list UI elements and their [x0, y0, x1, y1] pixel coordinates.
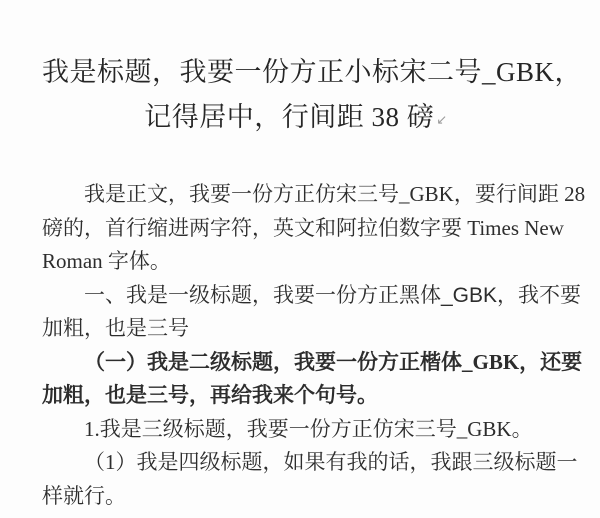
level1-heading-line-1: 一、我是一级标题，我要一份方正黑体_GBK，我不要 — [84, 283, 582, 307]
level4-heading-paragraph — [42, 446, 578, 513]
level1-heading-line-2: 加粗，也是三号 — [42, 317, 189, 340]
title-line-2-text: 记得居中，行间距 38 磅 — [144, 102, 435, 132]
title-line-2 — [42, 95, 550, 143]
body-paragraph — [42, 178, 586, 279]
title-line-1: 我是标题，我要一份方正小标宋二号_GBK， — [42, 57, 583, 87]
level3-heading-paragraph — [42, 413, 550, 447]
level4-heading-line-1: （1）我是四级标题，如果有我的话，我跟三级标题一 — [84, 450, 578, 474]
body-line-1: 我是正文，我要一份方正仿宋三号_GBK，要行间距 28 — [84, 182, 586, 206]
body-line-2: 磅的，首行缩进两字符，英文和阿拉伯数字要 Times New — [42, 215, 564, 240]
level2-heading-paragraph — [42, 346, 583, 413]
document-title — [42, 50, 583, 143]
paragraph-return-mark-icon: ↙ — [436, 113, 448, 128]
level1-heading-paragraph — [42, 279, 582, 346]
level2-heading-line-2: 加粗，也是三号，再给我来个句号。 — [42, 383, 378, 407]
document-body — [42, 178, 586, 513]
level2-heading-line-1: （一）我是二级标题，我要一份方正楷体_GBK，还要 — [84, 349, 583, 374]
level3-heading-line-1: 1.我是三级标题，我要一份方正仿宋三号_GBK。 — [84, 416, 533, 441]
level4-heading-line-2: 样就行。 — [42, 483, 126, 508]
body-line-3: Roman 字体。 — [42, 249, 171, 273]
